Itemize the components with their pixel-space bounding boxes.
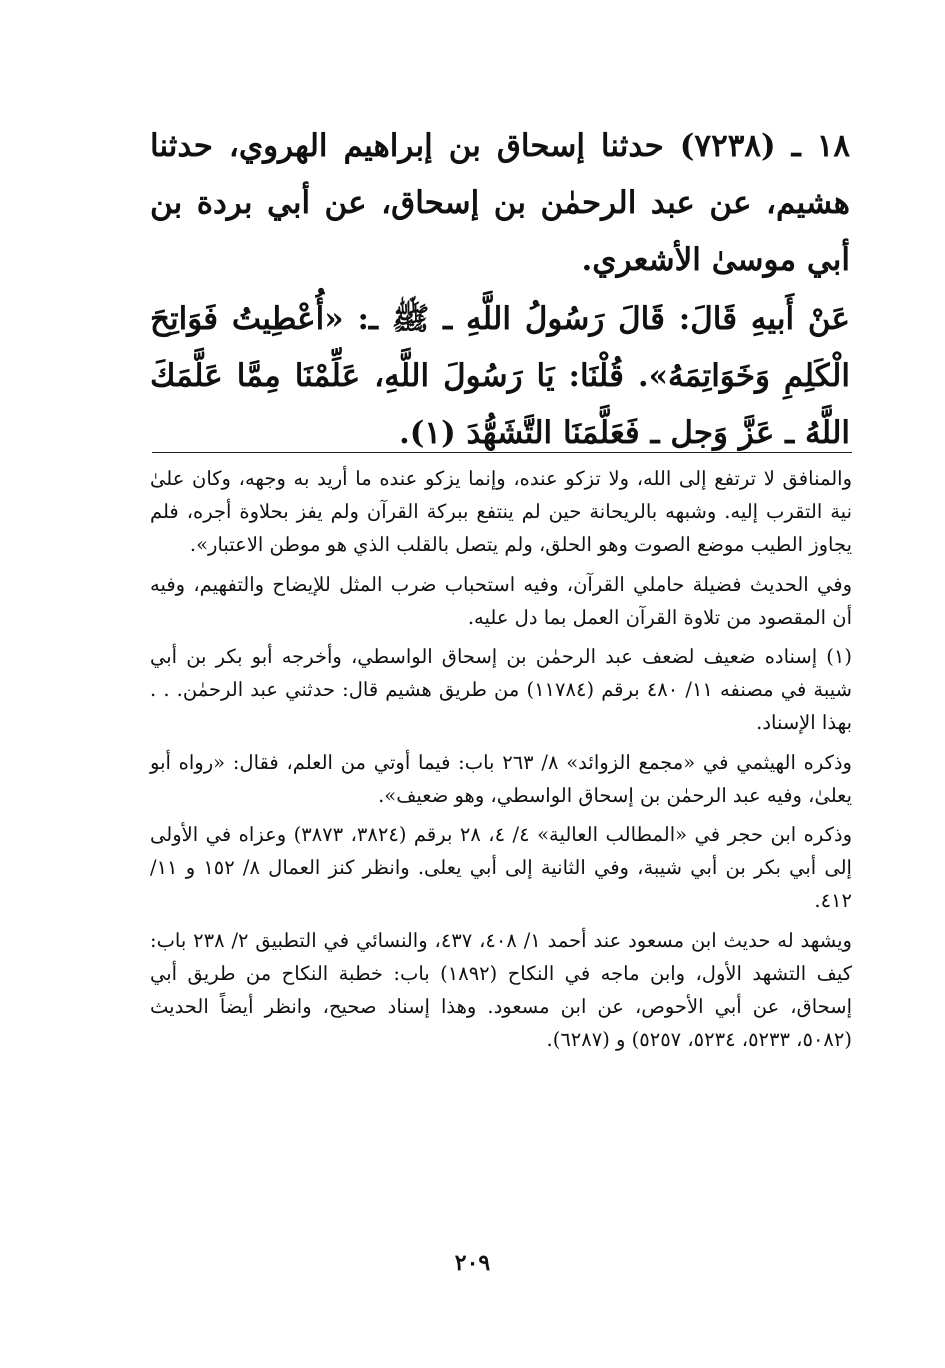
footnote-paragraph: وذكره ابن حجر في «المطالب العالية» ٤/ ٤، ٢٨ برقم (٣٨٢٤، ٣٨٧٣) وعزاه في الأولى إلى أبي بكر بن أبي شيبة، وفي الثانية إلى أبي يعلى. وانظر كنز العمال ٨/ ١٥٢ و ١١/ ٤١٢. bbox=[150, 823, 852, 913]
footnote-paragraph: (١) إسناده ضعيف لضعف عبد الرحمٰن بن إسحاق الواسطي، وأخرجه أبو بكر بن أبي شيبة في مصنفه ١١/ ٤٨٠ برقم (١١٧٨٤) من طريق هشيم قال: حدثني عبد الرحمٰن. . . بهذا الإسناد. bbox=[150, 645, 852, 735]
footnote-paragraph: وذكره الهيثمي في «مجمع الزوائد» ٨/ ٢٦٣ باب: فيما أوتي من العلم، فقال: «رواه أبو يعلىٰ، وفيه عبد الرحمٰن بن إسحاق الواسطي، وهو ضعيف». bbox=[150, 750, 852, 807]
hadith-matn: عَنْ أَبيهِ قَالَ: قَالَ رَسُولُ اللَّهِ ـ ﷺ ـ: «أُعْطِيتُ فَوَاتِحَ الْكَلِمِ وَخَوَاتِمَهُ». قُلْنَا: يَا رَسُولَ اللَّهِ، عَلِّمْنَا مِمَّا عَلَّمَكَ اللَّهُ ـ عَزَّ وَجل ـ فَعَلَّمَنَا التَّشَهُّدَ (١). bbox=[150, 301, 850, 451]
footnote-paragraph: وفي الحديث فضيلة حاملي القرآن، وفيه استحباب ضرب المثل للإيضاح والتفهيم، وفيه أن المقصود من تلاوة القرآن العمل بما دل عليه. bbox=[150, 572, 852, 629]
footnote-paragraph: والمنافق لا ترتفع إلى الله، ولا تزكو عنده، وإنما يزكو عنده ما أريد به وجهه، وكان علىٰ نية التقرب إليه. وشبهه بالريحانة حين لم ينتفع ببركة القرآن ولم يفز بحلاوة أجره، فلم يجاوز الطيب موضع الصوت وهو الحلق، ولم يتصل بالقلب الذي هو موطن الاعتبار». bbox=[150, 467, 852, 557]
page-number: ٢٠٩ bbox=[454, 1250, 491, 1276]
main-text bbox=[150, 118, 850, 462]
footnotes bbox=[150, 462, 852, 1056]
hadith-isnad: ١٨ ـ (٧٢٣٨) حدثنا إسحاق بن إبراهيم الهروي، حدثنا هشيم، عن عبد الرحمٰن بن إسحاق، عن أبي بردة بن أبي موسىٰ الأشعري. bbox=[150, 128, 850, 278]
footnote-separator bbox=[152, 452, 852, 453]
footnote-paragraph: ويشهد له حديث ابن مسعود عند أحمد ١/ ٤٠٨، ٤٣٧، والنسائي في التطبيق ٢/ ٢٣٨ باب: كيف التشهد الأول، وابن ماجه في النكاح (١٨٩٢) باب: خطبة النكاح من طريق أبي إسحاق، عن أبي الأحوص، عن ابن مسعود. وهذا إسناد صحيح، وانظر أيضاً الحديث (٥٠٨٢، ٥٢٣٣، ٥٢٣٤، ٥٢٥٧) و (٦٢٨٧). bbox=[150, 928, 852, 1052]
